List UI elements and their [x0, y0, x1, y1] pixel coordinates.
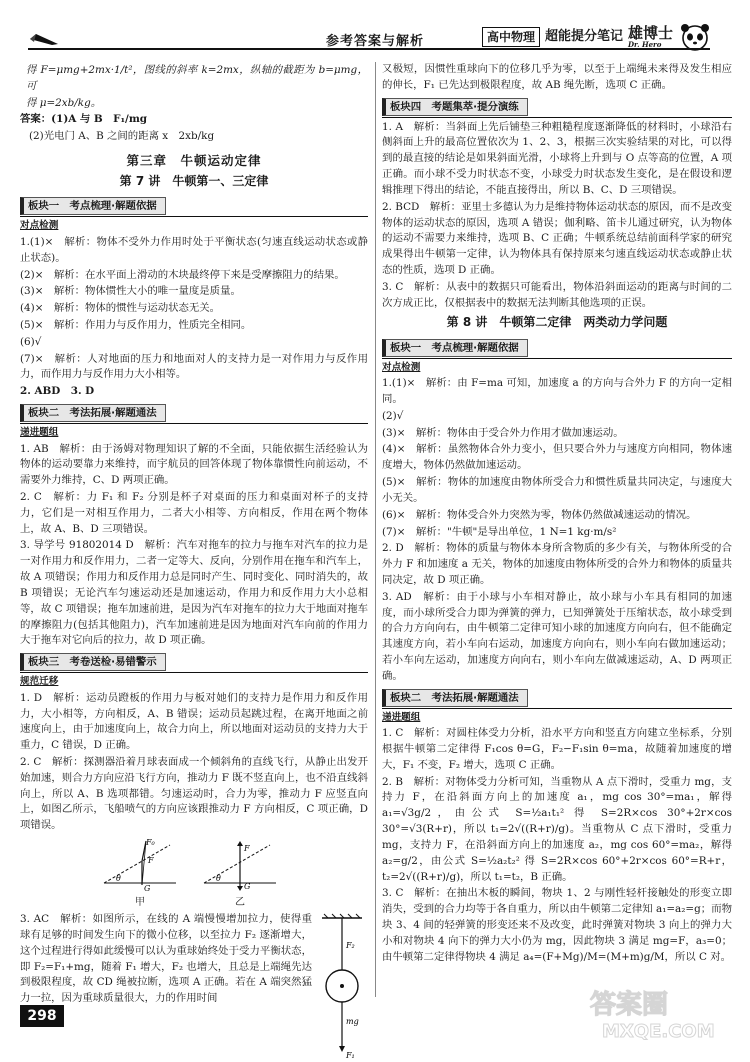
- answer-item: 3. C 解析：在抽出木板的瞬间，物块 1、2 与刚性轻杆接触处的形变立即消失，受到的合力均等于各自重力，所以由牛顿第二定律知 a₁=a₂=g；而物块 3、4 间的轻弹簧的形变还来不及改变，此时弹簧对物块 3 向上的弹力大小和对物块 4 向下的弹力大小仍为 mg，因此物块 3 满足 mg=F，a₃=0；由牛顿第二定律得物块 4 满足 a₄=(F+Mg)/M=(M+m)g/M，所以 C 对。: [382, 887, 732, 963]
- answer-item: (5)× 解析：作用力与反作用力，性质完全相同。: [20, 318, 252, 331]
- section-bar: 板块一 考点梳理·解题依据: [20, 197, 166, 215]
- page-number: 298: [20, 1005, 64, 1027]
- answer-item: 2. C 解析：探测器沿着月球表面成一个倾斜角的直线飞行，从静止出发开始加速，则合力方向应沿飞行方向，推动力 F 既不竖直向上，也不沿直线斜向上，所以 A、B 选项都错。匀速运动时，合力为零，推动力 F 应竖直向上，如图乙所示，飞船喷气的方向应该跟推动力 F 方向相反，C 项正确，D 项错误。: [20, 755, 368, 832]
- svg-text:G: G: [144, 884, 151, 894]
- solution-line: 得 F=μmg+2mx·1/t²，图线的斜率 k=2mx，纵轴的截距为 b=μmg，可: [26, 64, 368, 92]
- section-rule: [20, 216, 368, 217]
- answer-item: 又极短，因惯性重球向下的位移几乎为零，以至于上端绳未来得及发生相应的伸长，F₁ 已先达到极限程度，故 AB 绳先断，选项 C 正确。: [382, 63, 732, 91]
- svg-text:θ: θ: [216, 874, 221, 884]
- answer-item: (2)× 解析：在水平面上滑动的木块最终停下来是受摩擦阻力的结果。: [20, 268, 345, 281]
- answer-item: (3)× 解析：物体惯性大小的唯一量度是质量。: [20, 285, 241, 298]
- lecture-title: 第 7 讲 牛顿第一、三定律: [119, 174, 269, 189]
- brand-slogan: 超能提分笔记: [544, 29, 623, 45]
- subject-badge: 高中物理: [482, 27, 540, 47]
- answer-line: (2)光电门 A、B 之间的距离 x 2xb/kg: [29, 130, 215, 143]
- figure-jia: [100, 837, 180, 910]
- force-figures: [100, 837, 368, 910]
- svg-text:G: G: [244, 882, 251, 892]
- svg-text:F₁: F₁: [346, 1051, 355, 1061]
- figure-label: 乙: [235, 897, 245, 909]
- section-rule: [382, 708, 732, 709]
- answer-item: (4)× 解析：虽然物体合外力变小，但只要合外力与速度方向相同，物体速度增大，物体仍然做加速运动。: [382, 443, 732, 472]
- svg-text:θ: θ: [116, 874, 121, 884]
- answer-item: (7)× 解析："牛顿"是导出单位，1 N=1 kg·m/s²: [382, 525, 617, 538]
- answer-item: 3. AD 解析：由于小球与小车相对静止，故小球与小车具有相同的加速度，而小球所受合力即为弹簧的弹力，已知弹簧处于压缩状态，故小球受到的合力方向向右，由牛顿第二定律可知小球的加速度方向向右，但不能确定其速度方向，若小车向右运动，加速度方向向右，则小车向右做加速运动；若小车向左运动，加速度方向向右，则小车向左做减速运动，A、D 两项正确。: [382, 590, 732, 682]
- section-bar: 板块二 考法拓展·解题通法: [382, 689, 528, 707]
- header-rule: [28, 48, 710, 50]
- chapter-title: 第三章 牛顿运动定律: [126, 153, 262, 169]
- answer-item: 1. D 解析：运动员蹬板的作用力与板对她们的支持力是作用力和反作用力，大小相等，方向相反，A、B 错误；运动员起跳过程，在离开地面之前速度向上，由于加速度向上，故合力向上，所以地面对运动员的支持力大于重力，C 错误，D 正确。: [20, 691, 368, 752]
- answer-item: 1. C 解析：对圆柱体受力分析，沿水平方向和竖直方向建立坐标系，分别根据牛顿第二定律得 F₁cos θ=G，F₂−F₁sin θ=ma，故随着加速度的增大，F₁ 不变，F₂ 增大，选项 C 正确。: [382, 727, 732, 771]
- svg-text:MXQE.COM: MXQE.COM: [602, 1021, 715, 1042]
- brand-en: Dr. Hero: [627, 39, 662, 49]
- header-title: 参考答案与解析: [325, 34, 424, 49]
- lecture-title: 第 8 讲 牛顿第二定律 两类动力学问题: [446, 315, 668, 330]
- section-bar: 板块一 考点梳理·解题依据: [382, 339, 528, 357]
- answer-item: (2)√: [382, 409, 404, 422]
- brand-name: 雄博士: [627, 23, 673, 42]
- section-rule: [20, 672, 368, 673]
- answer-item: 3. C 解析：从表中的数据只可能看出，物体沿斜面运动的距离与时间的二次方成正比，仅根据表中的数据无法判断其他选项的正误。: [382, 280, 732, 309]
- solution-line: 得 μ=2xb/kg。: [26, 96, 102, 109]
- brand-logo-text: [627, 23, 673, 49]
- answer-item: (7)× 解析：人对地面的压力和地面对人的支持力是一对作用力与反作用力，而作用力与反作用力大小相等。: [20, 352, 368, 381]
- answer-item: (6)× 解析：物体受合外力突然为零，物体仍然做减速运动的情况。: [382, 508, 697, 521]
- answer-item: 2. ABD 3. D: [20, 385, 95, 398]
- answer-item: 2. BCD 解析：亚里士多德认为力是维持物体运动状态的原因，而不是改变物体的运动状态的原因，选项 A 错误；伽利略、笛卡儿通过研究，认为物体的运动不需要力来维持，选项 B、C 正确；牛顿系统总结前面科学家的研究成果得出牛顿第一定律，认为物体具有保持原来匀速直线运动状态或静止状态的性质，选项 D 正确。: [382, 200, 732, 276]
- answer-item: 2. C 解析：力 F₁ 和 F₂ 分别是杯子对桌面的压力和桌面对杯子的支持力，它们是一对相互作用力，二者大小相等、方向相反，作用在两个物体上，故 A、B、D 三项错误。: [20, 491, 368, 535]
- subsection-title: 递进题组: [382, 711, 421, 723]
- section-rule: [20, 423, 368, 424]
- answer-item: 2. B 解析：对物体受力分析可知，当重物从 A 点下滑时，受重力 mg，支持力 F，在沿斜面方向上的加速度 a₁，mg cos 30°=ma₁，解得 a₁=√3g/2，由公式 S=½a₁t₁² 得 S=2R×cos 30°+2r×cos 30°=√3(R+r)，所以 t₁=2√((R+r)/g)。当重物从 C 点下滑时，受重力 mg，支持力 F，在沿斜面方向上的加速度 a₂，mg cos 60°=ma₂，解得 a₂=g/2，由公式 S=½a₂t₂² 得 S=2R×cos 60°+2r×cos 60°=R+r，t₂=2√((R+r)/g)，所以 t₁=t₂，B 正确。: [382, 775, 732, 883]
- answer-item: 1. AB 解析：由于汤姆对物理知识了解的不全面，只能依据生活经验认为物体的运动要靠力来维持，而宇航员的回答体现了物体靠惯性向前运动，不需要外力维持，C、D 两项正确。: [20, 442, 368, 487]
- svg-text:F: F: [244, 844, 250, 854]
- answer-item: (3)× 解析：物体由于受合外力作用才做加速运动。: [382, 426, 624, 439]
- answer-item: (6)√: [20, 335, 42, 348]
- svg-text:mg: mg: [346, 1017, 359, 1027]
- answer-item: 3. 导学号 91802014 D 解析：汽车对拖车的拉力与拖车对汽车的拉力是一对作用力和反作用力，二者一定等大、反向，分别作用在拖车和汽车上，故 A 项错误；作用力和反作用力总是同时产生、同时变化、同时消失的，故 B 项错误；无论汽车匀速运动还是加速运动，作用力和反作用力大小总相等，故 C 项错误；拖车加速前进，是因为汽车对拖车的拉力大于地面对拖车的摩擦阻力(包括其他阻力)，汽车加速前进是因为地面对汽车向前的作用力大于拖车对它向后的拉力，故 D 项正确。: [20, 539, 368, 647]
- section-rule: [382, 117, 732, 118]
- section-bar: 板块二 考法拓展·解题通法: [20, 404, 166, 422]
- answer-line: 答案：(1)A 与 B F₁/mg: [20, 113, 148, 126]
- svg-text:F: F: [148, 856, 154, 866]
- figure-yi: [200, 837, 280, 910]
- figure-label: 甲: [135, 897, 145, 909]
- answer-item: (5)× 解析：物体的加速度由物体所受合力和惯性质量共同决定，与速度大小无关。: [382, 476, 732, 504]
- section-rule: [382, 358, 732, 359]
- subsection-title: 递进题组: [20, 427, 59, 438]
- brand-block: [482, 23, 710, 49]
- force-diagram-yi: [200, 837, 280, 895]
- svg-text:F₀: F₀: [146, 838, 155, 848]
- answer-item: 2. D 解析：物体的质量与物体本身所含物质的多少有关，与物体所受的合外力 F 和加速度 a 无关，物体的加速度由物体所受的合外力和物体的质量共同决定，故 D 项正确。: [382, 542, 732, 586]
- answer-item: 1.(1)× 解析：物体不受外力作用时处于平衡状态(匀速直线运动状态或静止状态)。: [20, 235, 368, 264]
- section-bar: 板块四 考题集萃·提分演练: [382, 98, 528, 116]
- subsection-title: 规范迁移: [20, 676, 59, 688]
- answer-item: 1. A 解析：当斜面上先后铺垫三种粗糙程度逐渐降低的材料时，小球沿右侧斜面上升的最高位置依次为 1、2、3，根据三次实验结果的对比，可以得到的最直接的结论是如果斜面光滑，小球将上升到与 O 点等高的位置，A 项正确。而小球不受力时状态不变，小球受力时状态发生变化，是在假设和逻辑推理下得出的结论，不能直接得出，所以 B、C、D 三项错误。: [382, 120, 732, 196]
- force-diagram-jia: [100, 837, 180, 895]
- column-divider: [375, 62, 376, 997]
- answer-item: (4)× 解析：物体的惯性与运动状态无关。: [20, 302, 221, 315]
- subsection-title: 对点检测: [382, 361, 421, 373]
- right-column: [382, 62, 732, 1002]
- watermark-logo: [582, 983, 732, 1043]
- answer-with-figure: [20, 912, 368, 1062]
- answer-item: 1.(1)× 解析：由 F=ma 可知，加速度 a 的方向与合外力 F 的方向一定相同。: [382, 377, 732, 405]
- page-header: [0, 0, 750, 58]
- answer-item: 3. AC 解析：如图所示，在线的 A 端慢慢增加拉力，使得重球有足够的时间发生向下的微小位移，以至拉力 F₂ 逐渐增大，这个过程进行得如此缓慢可以认为重球始终处于受力平衡状态，即 F₂=F₁+mg，随着 F₁ 增大，F₂ 也增大，且总是上端绳先达到极限程度，故 CD 绳被拉断，选项 A 正确。若在 A 端突然猛力一拉，因为重球质量很大，力的作用时间: [20, 913, 312, 1005]
- svg-text:答案圈: 答案圈: [590, 990, 669, 1020]
- subsection-title: 对点检测: [20, 220, 59, 232]
- svg-text:F₂: F₂: [346, 941, 355, 951]
- section-bar: 板块三 考卷送检·易错警示: [20, 653, 166, 671]
- hanging-ball-diagram: [316, 912, 368, 1062]
